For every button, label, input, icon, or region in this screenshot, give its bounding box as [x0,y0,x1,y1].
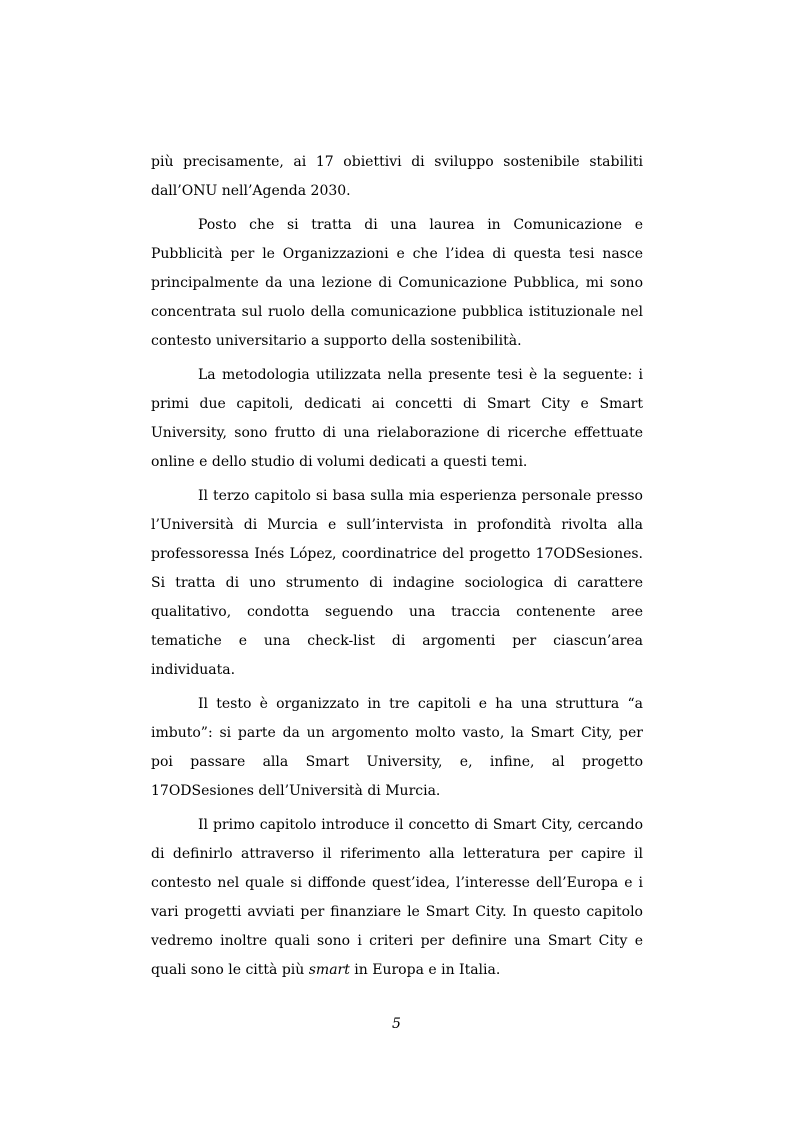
paragraph-6-text-b: in Europa e in Italia. [349,962,501,978]
paragraph-6-text-a: Il primo capitolo introduce il concetto di Smart City, cercando di definirlo attraverso il riferimento alla letteratura per capire il contesto nel quale si diffonde quest’idea, l’interesse dell’Europa e i vari progetti avviati per finanziare le Smart City. In questo capitolo vedremo inoltre quali sono i criteri per definire una Smart City e quali sono le città più [151,817,643,978]
paragraph-3: La metodologia utilizzata nella presente tesi è la seguente: i primi due capitoli, dedicati ai concetti di Smart City e Smart University, sono frutto di una rielaborazione di ricerche effettuate online e dello studio di volumi dedicati a questi temi. [151,367,643,470]
body-text [151,148,643,990]
paragraph-6-italic-word: smart [308,962,350,978]
paragraph-6 [151,811,643,985]
paragraph-5: Il testo è organizzato in tre capitoli e ha una struttura “a imbuto”: si parte da un argomento molto vasto, la Smart City, per poi passare alla Smart University, e, infine, al progetto 17ODSesiones dell’Università di Murcia. [151,696,643,799]
paragraph-1: più precisamente, ai 17 obiettivi di sviluppo sostenibile stabiliti dall’ONU nell’Agenda 2030. [151,154,643,199]
paragraph-4: Il terzo capitolo si basa sulla mia esperienza personale presso l’Università di Murcia e sull’intervista in profondità rivolta alla professoressa Inés López, coordinatrice del progetto 17ODSesiones. Si tratta di uno strumento di indagine sociologica di carattere qualitativo, condotta seguendo una traccia contenente aree tematiche e una check-list di argomenti per ciascun’area individuata. [151,488,643,678]
paragraph-2: Posto che si tratta di una laurea in Comunicazione e Pubblicità per le Organizzazioni e che l’idea di questa tesi nasce principalmente da una lezione di Comunicazione Pubblica, mi sono concentrata sul ruolo della comunicazione pubblica istituzionale nel contesto universitario a supporto della sostenibilità. [151,217,643,349]
page-number: 5 [392,1016,401,1032]
